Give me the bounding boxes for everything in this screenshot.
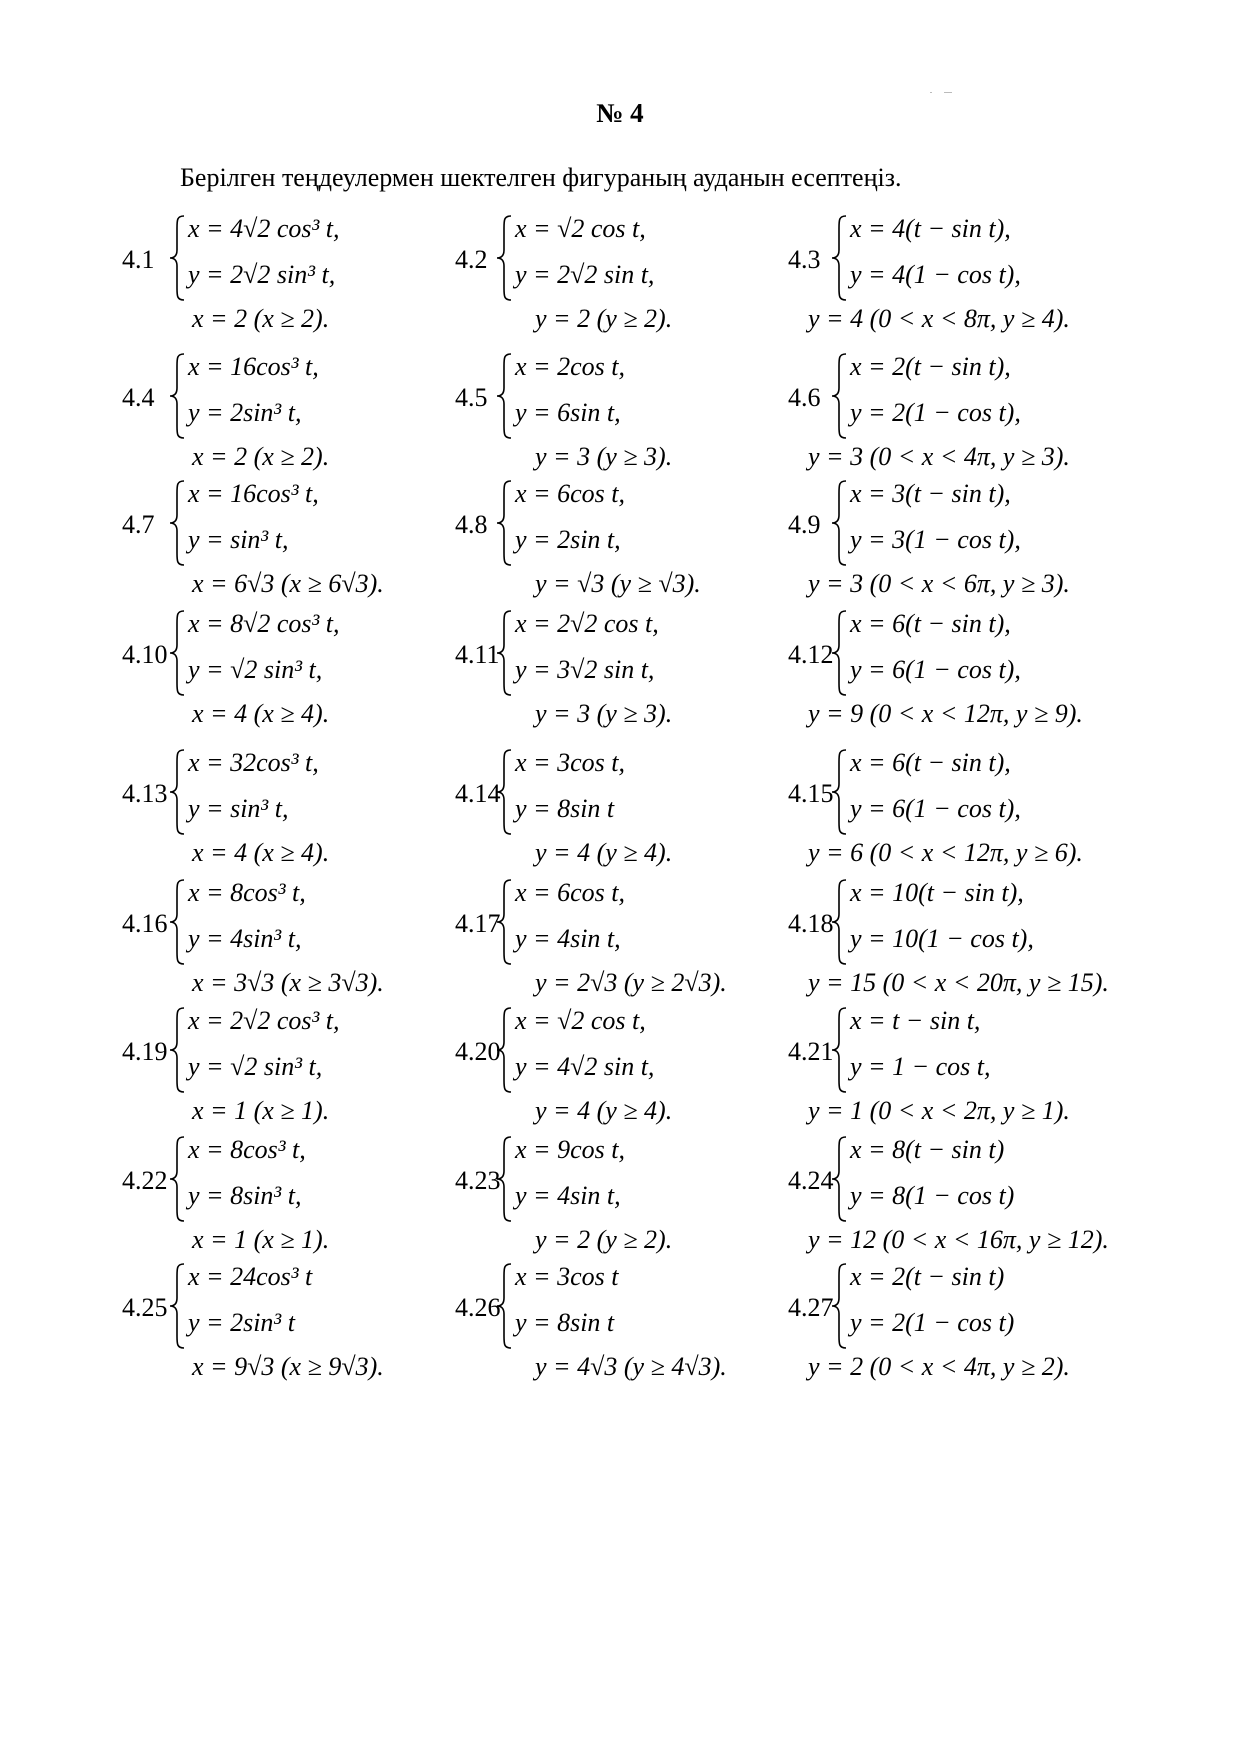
problem-number: 4.23 [455, 1166, 501, 1195]
problem-4-27 [788, 1260, 1118, 1390]
bounding-line: x = 4 (x ≥ 4). [192, 699, 330, 728]
problem-number: 4.19 [122, 1037, 168, 1066]
equation-y: y = 4√2 sin t, [515, 1052, 655, 1081]
instruction-text: Берілген теңдеулермен шектелген фигураның ауданын есептеңіз. [180, 163, 902, 192]
problem-4-14 [455, 746, 785, 876]
problem-number: 4.15 [788, 779, 834, 808]
equation-y: y = 2(1 − cos t) [850, 1308, 1015, 1337]
equation-x: x = t − sin t, [850, 1006, 981, 1035]
bounding-line: y = 3 (0 < x < 4π, y ≥ 3). [808, 442, 1070, 471]
equation-x: x = 8(t − sin t) [850, 1135, 1005, 1164]
page-title: № 4 [596, 98, 644, 128]
system-brace [168, 609, 186, 697]
problem-4-8 [455, 477, 785, 607]
equation-y: y = √2 sin³ t, [188, 655, 323, 684]
equation-y: y = 3√2 sin t, [515, 655, 655, 684]
problem-4-25 [122, 1260, 452, 1390]
problem-number: 4.4 [122, 383, 155, 412]
equation-y: y = 2sin³ t [188, 1308, 295, 1337]
system-brace [495, 609, 513, 697]
problem-4-17 [455, 876, 785, 1006]
equation-y: y = 10(1 − cos t), [850, 924, 1034, 953]
bounding-line: y = 2 (y ≥ 2). [535, 304, 673, 333]
equation-y: y = 6(1 − cos t), [850, 794, 1021, 823]
equation-y: y = sin³ t, [188, 525, 289, 554]
bounding-line: x = 1 (x ≥ 1). [192, 1225, 330, 1254]
system-brace [168, 748, 186, 836]
system-brace [830, 479, 848, 567]
scan-marks [930, 80, 970, 86]
equation-y: y = 4sin t, [515, 1181, 621, 1210]
bounding-line: y = 4 (0 < x < 8π, y ≥ 4). [808, 304, 1070, 333]
equation-x: x = 4(t − sin t), [850, 214, 1011, 243]
equation-y: y = 8(1 − cos t) [850, 1181, 1015, 1210]
system-brace [168, 878, 186, 966]
problem-number: 4.7 [122, 510, 155, 539]
equation-y: y = 2(1 − cos t), [850, 398, 1021, 427]
problem-number: 4.8 [455, 510, 488, 539]
problem-4-18 [788, 876, 1118, 1006]
equation-x: x = √2 cos t, [515, 1006, 646, 1035]
problem-number: 4.5 [455, 383, 488, 412]
equation-y: y = 2√2 sin t, [515, 260, 655, 289]
bounding-line: y = 15 (0 < x < 20π, y ≥ 15). [808, 968, 1109, 997]
equation-y: y = 2sin³ t, [188, 398, 302, 427]
problem-4-4 [122, 350, 452, 480]
bounding-line: y = 4 (y ≥ 4). [535, 838, 673, 867]
system-brace [830, 878, 848, 966]
equation-x: x = 2(t − sin t), [850, 352, 1011, 381]
equation-y: y = 2sin t, [515, 525, 621, 554]
system-brace [830, 214, 848, 302]
bounding-line: y = 2 (0 < x < 4π, y ≥ 2). [808, 1352, 1070, 1381]
problem-number: 4.12 [788, 640, 834, 669]
equation-x: x = 3(t − sin t), [850, 479, 1011, 508]
problem-number: 4.24 [788, 1166, 834, 1195]
problem-4-12 [788, 607, 1118, 737]
system-brace [168, 1262, 186, 1350]
equation-y: y = 8sin³ t, [188, 1181, 302, 1210]
equation-x: x = 2√2 cos t, [515, 609, 659, 638]
system-brace [830, 748, 848, 836]
equation-y: y = 6(1 − cos t), [850, 655, 1021, 684]
problem-number: 4.21 [788, 1037, 834, 1066]
equation-x: x = 6cos t, [515, 878, 625, 907]
system-brace [830, 1262, 848, 1350]
problem-4-1 [122, 212, 452, 342]
problem-4-5 [455, 350, 785, 480]
problem-number: 4.27 [788, 1293, 834, 1322]
bounding-line: y = 3 (y ≥ 3). [535, 699, 673, 728]
problem-number: 4.25 [122, 1293, 168, 1322]
equation-x: x = 8√2 cos³ t, [188, 609, 340, 638]
equation-y: y = 4sin³ t, [188, 924, 302, 953]
bounding-line: y = 6 (0 < x < 12π, y ≥ 6). [808, 838, 1083, 867]
bounding-line: x = 4 (x ≥ 4). [192, 838, 330, 867]
system-brace [495, 1262, 513, 1350]
equation-x: x = 8cos³ t, [188, 1135, 306, 1164]
problem-4-13 [122, 746, 452, 876]
problem-4-3 [788, 212, 1118, 342]
system-brace [168, 479, 186, 567]
problem-4-20 [455, 1004, 785, 1134]
system-brace [495, 352, 513, 440]
bounding-line: y = 4√3 (y ≥ 4√3). [535, 1352, 727, 1381]
bounding-line: y = 3 (0 < x < 6π, y ≥ 3). [808, 569, 1070, 598]
equation-y: y = 2√2 sin³ t, [188, 260, 336, 289]
problem-4-16 [122, 876, 452, 1006]
problem-4-23 [455, 1133, 785, 1263]
problem-4-15 [788, 746, 1118, 876]
bounding-line: y = 2√3 (y ≥ 2√3). [535, 968, 727, 997]
bounding-line: y = 9 (0 < x < 12π, y ≥ 9). [808, 699, 1083, 728]
bounding-line: x = 1 (x ≥ 1). [192, 1096, 330, 1125]
problem-4-2 [455, 212, 785, 342]
bounding-line: y = 4 (y ≥ 4). [535, 1096, 673, 1125]
problem-4-6 [788, 350, 1118, 480]
equation-x: x = 2(t − sin t) [850, 1262, 1005, 1291]
equation-y: y = 4(1 − cos t), [850, 260, 1021, 289]
problem-number: 4.13 [122, 779, 168, 808]
equation-x: x = 3cos t [515, 1262, 619, 1291]
system-brace [495, 214, 513, 302]
bounding-line: y = 12 (0 < x < 16π, y ≥ 12). [808, 1225, 1109, 1254]
problem-number: 4.20 [455, 1037, 501, 1066]
problem-number: 4.18 [788, 909, 834, 938]
equation-y: y = 6sin t, [515, 398, 621, 427]
equation-x: x = 9cos t, [515, 1135, 625, 1164]
problem-number: 4.14 [455, 779, 501, 808]
problem-4-9 [788, 477, 1118, 607]
problem-number: 4.6 [788, 383, 821, 412]
problem-4-26 [455, 1260, 785, 1390]
problem-4-21 [788, 1004, 1118, 1134]
system-brace [168, 214, 186, 302]
system-brace [168, 352, 186, 440]
problem-number: 4.11 [455, 640, 500, 669]
bounding-line: y = 2 (y ≥ 2). [535, 1225, 673, 1254]
bounding-line: x = 6√3 (x ≥ 6√3). [192, 569, 384, 598]
equation-x: x = 16cos³ t, [188, 479, 319, 508]
equation-x: x = 4√2 cos³ t, [188, 214, 340, 243]
problem-number: 4.22 [122, 1166, 168, 1195]
system-brace [830, 1135, 848, 1223]
equation-y: y = 1 − cos t, [850, 1052, 991, 1081]
system-brace [830, 1006, 848, 1094]
problem-4-19 [122, 1004, 452, 1134]
equation-x: x = 24cos³ t [188, 1262, 313, 1291]
equation-y: y = √2 sin³ t, [188, 1052, 323, 1081]
problem-4-24 [788, 1133, 1118, 1263]
system-brace [495, 878, 513, 966]
equation-x: x = √2 cos t, [515, 214, 646, 243]
problem-4-22 [122, 1133, 452, 1263]
system-brace [495, 479, 513, 567]
equation-y: y = 8sin t [515, 1308, 615, 1337]
system-brace [830, 609, 848, 697]
bounding-line: x = 2 (x ≥ 2). [192, 304, 330, 333]
equation-y: y = 4sin t, [515, 924, 621, 953]
bounding-line: y = 1 (0 < x < 2π, y ≥ 1). [808, 1096, 1070, 1125]
equation-x: x = 10(t − sin t), [850, 878, 1024, 907]
system-brace [495, 748, 513, 836]
system-brace [495, 1135, 513, 1223]
problem-number: 4.2 [455, 245, 488, 274]
equation-y: y = sin³ t, [188, 794, 289, 823]
bounding-line: y = 3 (y ≥ 3). [535, 442, 673, 471]
equation-x: x = 2√2 cos³ t, [188, 1006, 340, 1035]
equation-x: x = 2cos t, [515, 352, 625, 381]
problem-4-10 [122, 607, 452, 737]
problem-number: 4.16 [122, 909, 168, 938]
problem-4-7 [122, 477, 452, 607]
equation-x: x = 3cos t, [515, 748, 625, 777]
equation-x: x = 8cos³ t, [188, 878, 306, 907]
equation-y: y = 8sin t [515, 794, 615, 823]
problem-4-11 [455, 607, 785, 737]
problem-number: 4.10 [122, 640, 168, 669]
system-brace [168, 1135, 186, 1223]
problem-number: 4.3 [788, 245, 821, 274]
system-brace [495, 1006, 513, 1094]
equation-x: x = 32cos³ t, [188, 748, 319, 777]
problem-number: 4.1 [122, 245, 155, 274]
problem-number: 4.17 [455, 909, 501, 938]
equation-x: x = 6(t − sin t), [850, 609, 1011, 638]
equation-x: x = 6cos t, [515, 479, 625, 508]
bounding-line: x = 9√3 (x ≥ 9√3). [192, 1352, 384, 1381]
system-brace [830, 352, 848, 440]
system-brace [168, 1006, 186, 1094]
bounding-line: x = 3√3 (x ≥ 3√3). [192, 968, 384, 997]
bounding-line: x = 2 (x ≥ 2). [192, 442, 330, 471]
equation-y: y = 3(1 − cos t), [850, 525, 1021, 554]
problem-number: 4.9 [788, 510, 821, 539]
bounding-line: y = √3 (y ≥ √3). [535, 569, 701, 598]
equation-x: x = 6(t − sin t), [850, 748, 1011, 777]
problem-number: 4.26 [455, 1293, 501, 1322]
equation-x: x = 16cos³ t, [188, 352, 319, 381]
